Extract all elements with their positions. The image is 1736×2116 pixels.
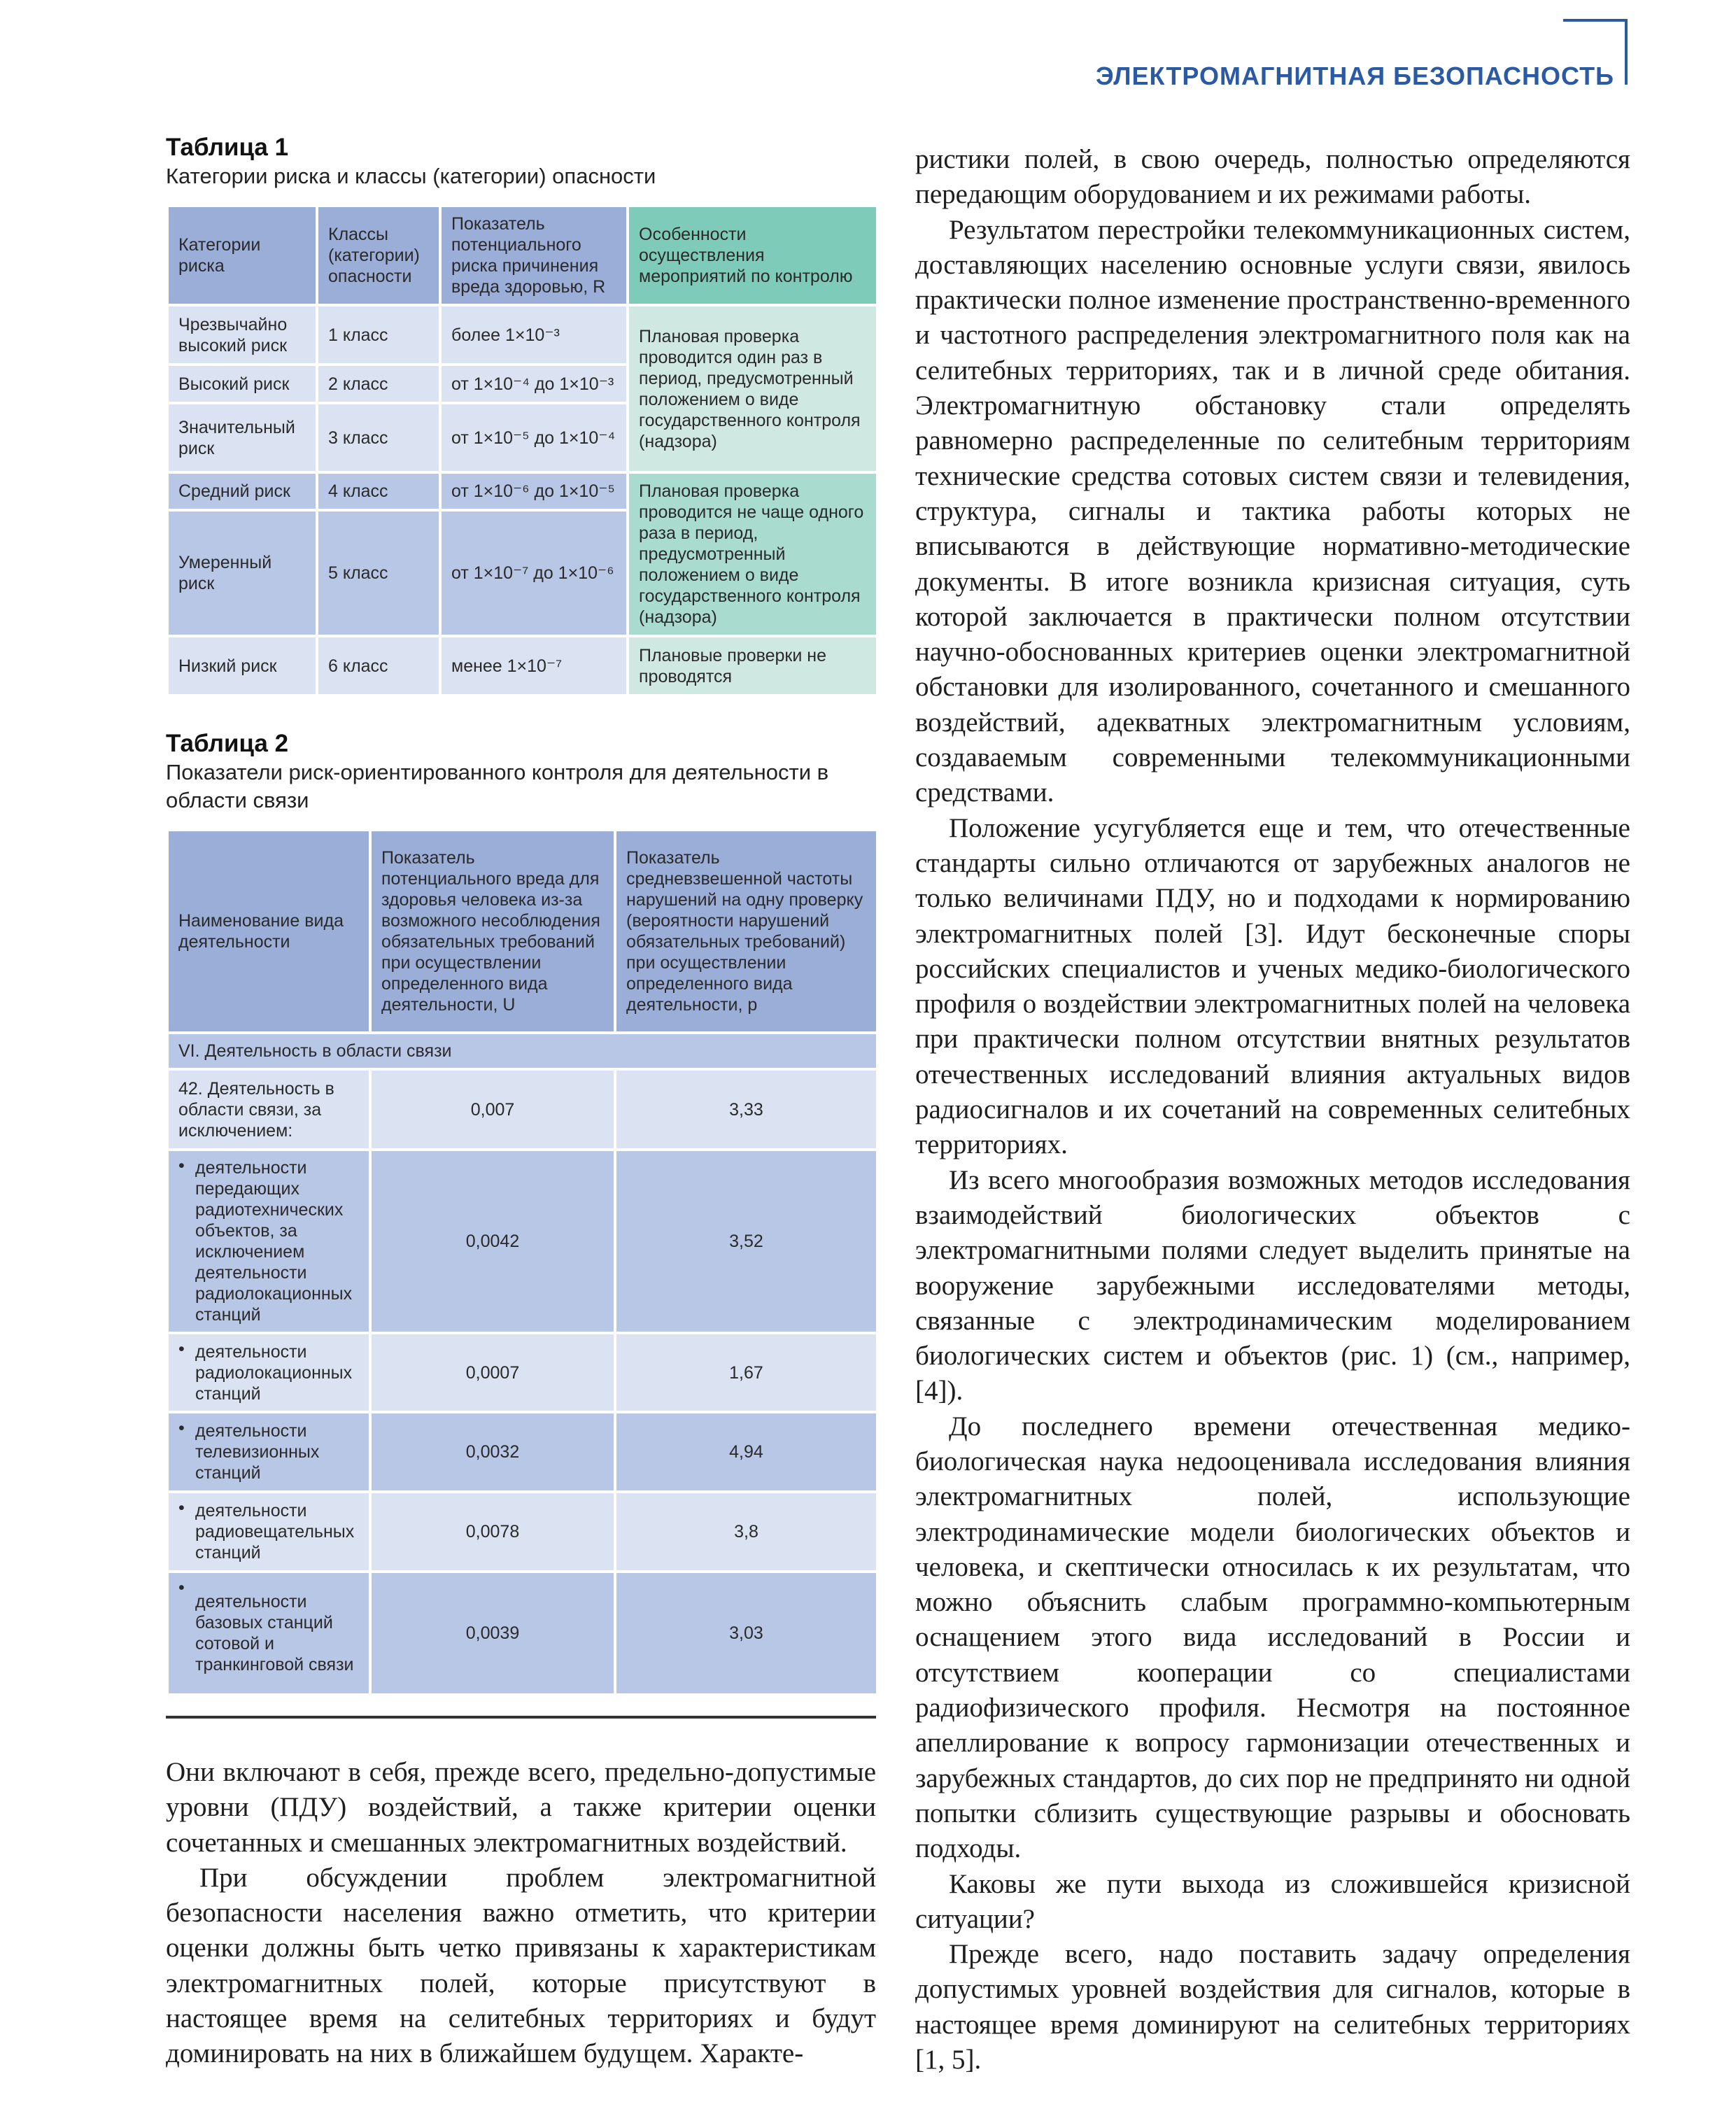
table-cell: 3,33 [615, 1069, 877, 1150]
body-paragraph: До последнего времени отечественная медико-биологическая наука недооценивала исследования влияния электромагнитных полей, использующие электродинамические модели биологических объектов и человека, и скептически относилась к их результатам, что можно объяснить слабым программно-компьютерным оснащением этого вида исследований в России и отсутствием кооперации со специалистами радиофизического профиля. Несмотря на постоянное апеллирование к вопросу гармонизации отечественных и зарубежных стандартов, до сих пор не предпринято ни одной попытки сблизить существующие разрывы и обосновать подходы. [915, 1411, 1630, 1864]
corner-mark-vertical [1625, 19, 1628, 85]
table-cell: Чрезвычайно высокий риск [167, 305, 317, 365]
corner-mark-horizontal [1563, 19, 1628, 22]
body-paragraph: Из всего многообразия возможных методов исследования взаимодействий биологических объектов с электромагнитными полями следует выделить принятые на вооружение зарубежными исследователями методы, связанные с электродинамическим моделированием биологических систем и объектов (рис. 1) (см., например, [4]). [915, 1164, 1630, 1406]
table-row [167, 1150, 877, 1333]
table-cell: Низкий риск [167, 636, 317, 696]
running-header: ЭЛЕКТРОМАГНИТНАЯ БЕЗОПАСНОСТЬ [1096, 62, 1614, 90]
body-paragraph: Каковы же пути выхода из сложившейся кризисной ситуации? [915, 1868, 1630, 1934]
table-cell: Плановая проверка проводится один раз в период, предусмотренный положением о виде государственного контроля (надзора) [628, 305, 877, 472]
table-row [167, 1492, 877, 1572]
table-row [167, 305, 877, 365]
table1-number: Таблица 1 [166, 134, 289, 161]
table2-header-row [167, 830, 877, 1033]
table2-header-cell: Показатель средневзвешенной частоты нарушений на одну проверку (вероятности нарушений обязательных требований) при осуществлении определенного вида деятельности, p [615, 830, 877, 1033]
table-cell: от 1×10⁻⁷ до 1×10⁻⁶ [440, 510, 628, 636]
table-cell: Умеренный риск [167, 510, 317, 636]
table-cell: Значительный риск [167, 403, 317, 472]
table-cell: 6 класс [317, 636, 440, 696]
table-cell: 0,007 [370, 1069, 615, 1150]
table-cell: более 1×10⁻³ [440, 305, 628, 365]
table-cell: 1 класс [317, 305, 440, 365]
table1-header-cell: Особенности осуществления мероприятий по контролю [628, 206, 877, 305]
table-cell: • деятельности радиовещательных станций [167, 1492, 370, 1572]
table-row [167, 1572, 877, 1695]
table1-header-cell: Показатель потенциального риска причинения вреда здоровью, R [440, 206, 628, 305]
table-cell: 0,0007 [370, 1333, 615, 1412]
table1-header-cell: Классы (категории) опасности [317, 206, 440, 305]
table-cell: • деятельности передающих радиотехнических объектов, за исключением деятельности радиолокационных станций [167, 1150, 370, 1333]
body-paragraph: Прежде всего, надо поставить задачу определения допустимых уровней воздействия для сигналов, которые в настоящее время доминируют на селитебных территориях [1, 5]. [915, 1939, 1630, 2075]
table-cell: 4 класс [317, 472, 440, 510]
table1-header-row [167, 206, 877, 305]
table-cell: 3 класс [317, 403, 440, 472]
table-cell: 2 класс [317, 365, 440, 403]
table-cell: 3,52 [615, 1150, 877, 1333]
table-row [167, 1333, 877, 1412]
table-cell: от 1×10⁻⁴ до 1×10⁻³ [440, 365, 628, 403]
table1-header-cell: Категории риска [167, 206, 317, 305]
body-paragraph: При обсуждении проблем электромагнитной безопасности населения важно отметить, что критерии оценки должны быть четко привязаны к характеристикам электромагнитных полей, которые присутствуют в настоящее время на селитебных территориях и будут доминировать на них в ближайшем будущем. Характе- [166, 1862, 876, 2069]
table2-header-cell: Показатель потенциального вреда для здоровья человека из-за возможного несоблюдения обязательных требований при осуществлении определенного вида деятельности, U [370, 830, 615, 1033]
table-cell: 0,0078 [370, 1492, 615, 1572]
table-cell: 4,94 [615, 1412, 877, 1492]
table-row [167, 1412, 877, 1492]
section-divider [166, 1716, 876, 1719]
left-column [166, 133, 876, 2072]
body-paragraph: Положение усугубляется еще и тем, что отечественные стандарты сильно отличаются от зарубежных аналогов не только величинами ПДУ, но и подходами к нормированию электромагнитных полей [3]. Идут бесконечные споры российских специалистов и ученых медико-биологического профиля о воздействии электромагнитных полей на человека при практически полном отсутствии внятных результатов отечественных исследований влияния актуальных видов радиосигналов и их сочетаний на современных селитебных территориях. [915, 812, 1630, 1160]
table-cell: 5 класс [317, 510, 440, 636]
table-cell: от 1×10⁻⁶ до 1×10⁻⁵ [440, 472, 628, 510]
table-cell: 42. Деятельность в области связи, за исключением: [167, 1069, 370, 1150]
table-cell: 3,8 [615, 1492, 877, 1572]
table-cell: Высокий риск [167, 365, 317, 403]
table-cell: Средний риск [167, 472, 317, 510]
table-cell: менее 1×10⁻⁷ [440, 636, 628, 696]
table-cell: 3,03 [615, 1572, 877, 1695]
body-paragraph: Результатом перестройки телекоммуникационных систем, доставляющих населению основные услуги связи, явилось практически полное изменение пространственно-временного и частотного распределения электромагнитного поля как на селитебных территориях, так и в личной среде обитания. Электромагнитную обстановку стали определять равномерно распределенные по селитебным территориям технические средства сотовых систем связи и телевидения, структура, сигналы и тактика работы которых не вписываются в действующие нормативно-методические документы. В итоге возникла кризисная ситуация, суть которой заключается в практически полном отсутствии научно-обоснованных критериев оценки электромагнитной обстановки для изолированного, сочетанного и смешанного воздействий, адекватных электромагнитным условиям, создаваемым современными телекоммуникационными средствами. [915, 214, 1630, 808]
table-cell: 0,0039 [370, 1572, 615, 1695]
body-paragraph: ристики полей, в свою очередь, полностью определяются передающим оборудованием и их режимами работы. [915, 144, 1630, 210]
table-row [167, 636, 877, 696]
table2-title: Показатели риск-ориентированного контроля для деятельности в области связи [166, 760, 829, 812]
table-cell: Плановые проверки не проводятся [628, 636, 877, 696]
table-cell: от 1×10⁻⁵ до 1×10⁻⁴ [440, 403, 628, 472]
table-cell: 1,67 [615, 1333, 877, 1412]
table1-title: Категории риска и классы (категории) опасности [166, 164, 656, 188]
table1 [166, 204, 879, 697]
body-paragraph: Они включают в себя, прежде всего, предельно-допустимые уровни (ПДУ) воздействий, а также критерии оценки сочетанных и смешанных электромагнитных воздействий. [166, 1757, 876, 1858]
table2-header-cell: Наименование вида деятельности [167, 830, 370, 1033]
table-row [167, 1069, 877, 1150]
table2-section-row [167, 1033, 877, 1069]
table2-number: Таблица 2 [166, 730, 289, 757]
table-cell: • деятельности базовых станций сотовой и транкинговой связи [167, 1572, 370, 1695]
table2-section-label: VI. Деятельность в области связи [167, 1033, 877, 1069]
table-cell: • деятельности радиолокационных станций [167, 1333, 370, 1412]
table2 [166, 828, 879, 1696]
right-column [915, 142, 1630, 2078]
table-cell: 0,0032 [370, 1412, 615, 1492]
table-cell: • деятельности телевизионных станций [167, 1412, 370, 1492]
table-row [167, 472, 877, 510]
table-cell: Плановая проверка проводится не чаще одного раза в период, предусмотренный положением о виде государственного контроля (надзора) [628, 472, 877, 636]
table-cell: 0,0042 [370, 1150, 615, 1333]
